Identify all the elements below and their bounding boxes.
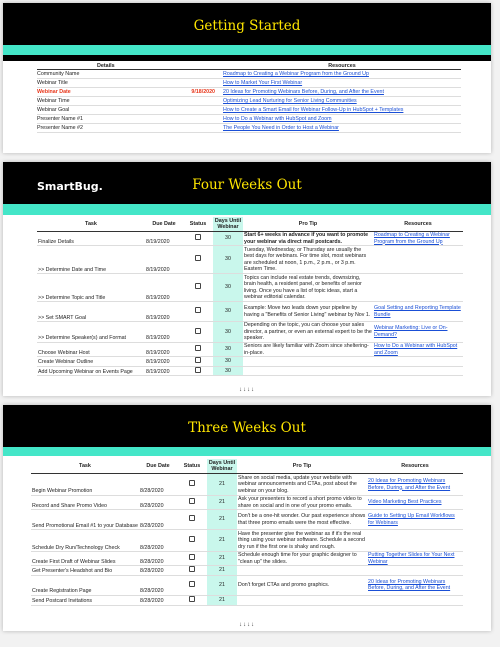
resource-link[interactable]: 20 Ideas for Promoting Webinars Before, During, and After the Event xyxy=(223,89,384,95)
four-weeks-title: Four Weeks Out xyxy=(192,177,302,193)
table-row xyxy=(31,496,463,510)
status-cell xyxy=(177,474,207,496)
due-date-cell: 8/19/2020 xyxy=(146,238,170,245)
resource-link[interactable]: How to Do a Webinar with HubSpot and Zoom xyxy=(223,116,332,122)
table-row xyxy=(37,366,463,376)
task-cell: Add Upcoming Webinar on Events Page xyxy=(38,368,133,375)
task-cell: Send Postcard Invitations xyxy=(32,597,93,604)
pro-tip-cell xyxy=(237,566,367,576)
task-cell: Begin Webinar Promotion xyxy=(32,488,93,495)
column-header: Pro Tip xyxy=(298,221,318,227)
due-date-cell: 8/19/2020 xyxy=(146,335,170,342)
pro-tip-cell: Have the presenter give the webinar as if it's the real thing using your webinar software. Schedule a second dry run if the first one is shaky and rough. xyxy=(238,530,365,550)
status-checkbox[interactable] xyxy=(195,367,201,373)
detail-label: Presenter Name #1 xyxy=(37,116,83,122)
column-header: Task xyxy=(85,221,97,227)
table-row xyxy=(37,246,463,274)
table-row xyxy=(37,274,463,302)
status-cell xyxy=(177,595,207,605)
resource-link xyxy=(367,566,463,576)
days-until-cell: 21 xyxy=(207,510,237,530)
resource-link[interactable]: 20 Ideas for Promoting Webinars Before, During, and After the Event xyxy=(368,578,451,592)
details-row xyxy=(37,79,461,88)
column-header: Status xyxy=(189,221,207,227)
status-cell xyxy=(177,552,207,566)
task-cell: >> Determine Topic and Title xyxy=(38,294,106,301)
due-date-cell: 8/19/2020 xyxy=(146,294,170,301)
four-weeks-header xyxy=(3,162,491,204)
resource-link[interactable]: Roadmap to Creating a Webinar Program from the Ground Up xyxy=(223,71,369,77)
days-until-cell: 21 xyxy=(207,566,237,576)
continue-arrows: ↓↓↓↓ xyxy=(239,622,255,628)
task-cell: Create Registration Page xyxy=(32,588,92,595)
days-until-cell: 30 xyxy=(213,342,243,356)
task-cell: Create First Draft of Webinar Slides xyxy=(32,558,116,565)
task-cell: >> Determine Date and Time xyxy=(38,266,107,273)
resource-link[interactable]: Webinar Marketing: Live or On-Demand? xyxy=(374,325,448,339)
status-checkbox[interactable] xyxy=(189,596,195,602)
status-cell xyxy=(183,274,213,302)
detail-label: Community Name xyxy=(37,71,80,77)
detail-label: Webinar Goal xyxy=(37,107,70,113)
resource-link[interactable]: Guide to Setting Up Email Workflows for Webinars xyxy=(368,513,455,526)
status-cell xyxy=(177,496,207,510)
pro-tip-cell: Share on social media, update your website with webinar announcements and CTAs, post about the webinar on your blog. xyxy=(238,474,357,494)
resource-link[interactable]: Roadmap to Creating a Webinar Program from the Ground Up xyxy=(374,232,450,245)
pro-tip-cell: Example: Move two leads down your pipeline by having a "Benefits of Senior Living" webinar by Nov 1. xyxy=(244,305,371,318)
task-cell: Finalize Details xyxy=(38,238,74,245)
detail-label: Webinar Title xyxy=(37,80,68,86)
task-cell: >> Determine Speaker(s) and Format xyxy=(38,335,127,342)
due-date-cell: 8/28/2020 xyxy=(140,568,164,575)
status-checkbox[interactable] xyxy=(195,255,201,261)
table-row xyxy=(31,595,463,605)
column-header: Task xyxy=(79,463,91,469)
task-cell: Choose Webinar Host xyxy=(38,349,90,356)
status-checkbox[interactable] xyxy=(189,480,195,486)
days-until-cell: 21 xyxy=(207,496,237,510)
resource-link xyxy=(373,366,463,376)
column-header: Status xyxy=(183,463,201,469)
due-date-cell: 8/19/2020 xyxy=(146,359,170,366)
header-underline xyxy=(3,55,491,61)
table-header-row xyxy=(37,217,463,232)
status-cell xyxy=(177,575,207,595)
status-checkbox[interactable] xyxy=(189,554,195,560)
pro-tip-cell: Start 6+ weeks in advance if you want to promote your webinar via direct mail postcards. xyxy=(244,232,369,245)
days-until-cell: 21 xyxy=(207,575,237,595)
status-checkbox[interactable] xyxy=(195,328,201,334)
due-date-cell: 8/19/2020 xyxy=(146,349,170,356)
days-until-cell: 30 xyxy=(213,357,243,367)
table-row xyxy=(37,322,463,343)
three-weeks-table xyxy=(31,459,463,606)
column-header: Resources xyxy=(404,221,432,227)
resource-link[interactable]: The People You Need in Order to Host a Webinar xyxy=(223,125,339,131)
status-cell xyxy=(183,322,213,343)
status-checkbox[interactable] xyxy=(189,566,195,572)
detail-label: Webinar Date xyxy=(37,89,71,95)
resource-link[interactable]: Goal Setting and Reporting Template Bundle xyxy=(374,305,461,318)
resource-link xyxy=(373,246,463,274)
due-date-cell: 8/19/2020 xyxy=(146,368,170,375)
detail-value[interactable] xyxy=(157,70,223,79)
days-until-cell: 21 xyxy=(207,474,237,496)
getting-started-card xyxy=(3,3,491,153)
days-until-cell: 30 xyxy=(213,322,243,343)
resource-link[interactable]: 20 Ideas for Promoting Webinars Before, During, and After the Event xyxy=(368,477,451,491)
resource-link xyxy=(367,595,463,605)
status-cell xyxy=(177,566,207,576)
three-weeks-header xyxy=(3,405,491,447)
four-weeks-table xyxy=(37,217,463,376)
task-cell: Schedule Dry Run/Technology Check xyxy=(32,544,120,551)
task-cell: >> Set SMART Goal xyxy=(38,314,87,321)
pro-tip-cell: Don't be a one-hit wonder. Our past experience shows that three promo emails were the most effective. xyxy=(238,513,366,526)
three-weeks-card xyxy=(3,405,491,631)
status-cell xyxy=(177,510,207,530)
four-weeks-card xyxy=(3,162,491,396)
resources-header: Resources xyxy=(328,63,356,69)
resource-link[interactable]: How to Do a Webinar with HubSpot and Zoom xyxy=(374,342,458,356)
detail-label: Webinar Time xyxy=(37,98,70,104)
pro-tip-cell: Ask your presenters to record a short promo video to share on social and in one of your promo emails. xyxy=(238,496,362,509)
pro-tip-cell: Depending on the topic, you can choose your sales director, a partner, or even an external expert to be the speaker. xyxy=(244,322,372,342)
column-header: Resources xyxy=(401,463,429,469)
table-row xyxy=(31,566,463,576)
status-cell xyxy=(177,530,207,552)
resource-link xyxy=(373,357,463,367)
pro-tip-cell: Don't forget CTAs and promo graphics. xyxy=(238,582,330,589)
status-cell xyxy=(183,232,213,246)
status-cell xyxy=(183,342,213,356)
status-checkbox[interactable] xyxy=(195,307,201,313)
table-row xyxy=(37,357,463,367)
pro-tip-cell xyxy=(237,595,367,605)
due-date-cell: 8/28/2020 xyxy=(140,558,164,565)
due-date-cell: 8/19/2020 xyxy=(146,266,170,273)
resource-link[interactable]: How to Create a Smart Email for Webinar Follow-Up in HubSpot + Templates xyxy=(223,107,404,113)
accent-bar xyxy=(3,204,491,215)
due-date-cell: 8/19/2020 xyxy=(146,314,170,321)
task-cell: Create Webinar Outline xyxy=(38,359,94,366)
three-weeks-title: Three Weeks Out xyxy=(188,420,306,436)
accent-bar xyxy=(3,45,491,55)
pro-tip-cell xyxy=(243,366,373,376)
due-date-cell: 8/28/2020 xyxy=(140,588,164,595)
status-checkbox[interactable] xyxy=(189,536,195,542)
days-until-cell: 30 xyxy=(213,366,243,376)
column-header: Due Date xyxy=(146,463,170,469)
table-row xyxy=(37,302,463,322)
days-until-cell: 21 xyxy=(207,552,237,566)
task-cell: Get Presenter's Headshot and Bio xyxy=(32,568,113,575)
days-until-cell: 21 xyxy=(207,530,237,552)
column-header: Pro Tip xyxy=(292,463,312,469)
details-row xyxy=(37,97,461,106)
due-date-cell: 8/28/2020 xyxy=(140,597,164,604)
table-row xyxy=(31,575,463,595)
status-checkbox[interactable] xyxy=(189,498,195,504)
status-checkbox[interactable] xyxy=(189,515,195,521)
days-until-cell: 21 xyxy=(207,595,237,605)
days-until-cell: 30 xyxy=(213,246,243,274)
accent-bar xyxy=(3,447,491,456)
resource-link xyxy=(373,274,463,302)
pro-tip-cell: Tuesday, Wednesday, or Thursday are usually the best days for webinars. For time slot, most webinars are scheduled at noon, 1 p.m., 2 p.m., or 3 p.m. Eastern Time. xyxy=(244,246,367,273)
resource-link[interactable]: Video Marketing Best Practices xyxy=(368,499,442,506)
details-table xyxy=(37,63,461,133)
resource-link[interactable]: Putting Together Slides for Your Next Webinar xyxy=(368,552,455,565)
status-checkbox[interactable] xyxy=(189,581,195,587)
table-row xyxy=(31,510,463,530)
table-row xyxy=(31,530,463,552)
details-header: Details xyxy=(97,63,115,69)
detail-label: Presenter Name #2 xyxy=(37,125,83,131)
due-date-cell: 8/28/2020 xyxy=(140,544,164,551)
table-row xyxy=(31,474,463,496)
continue-arrows: ↓↓↓↓ xyxy=(239,387,255,393)
details-row xyxy=(37,106,461,115)
status-checkbox[interactable] xyxy=(195,357,201,363)
getting-started-title: Getting Started xyxy=(193,18,301,34)
status-checkbox[interactable] xyxy=(195,234,201,240)
details-row xyxy=(37,115,461,124)
detail-value[interactable]: 9/18/2020 xyxy=(191,89,215,95)
pro-tip-cell: Topics can include real estate trends, downsizing, brain health, a resident panel, or benefits of senior living. Once you have a list of topic ideas, start a webinar editorial calendar. xyxy=(244,274,362,301)
task-cell: Send Promotional Email #1 to your Database xyxy=(32,522,138,529)
status-checkbox[interactable] xyxy=(195,345,201,351)
status-cell xyxy=(183,302,213,322)
resource-link[interactable]: How to Market Your First Webinar xyxy=(223,80,303,86)
resource-link[interactable]: Optimizing Lead Nurturing for Senior Living Communities xyxy=(223,98,357,104)
smartbug-logo: SmartBug. xyxy=(37,180,103,193)
status-cell xyxy=(183,357,213,367)
details-row xyxy=(37,70,461,79)
table-row xyxy=(37,232,463,246)
due-date-cell: 8/28/2020 xyxy=(140,522,164,529)
table-row xyxy=(37,342,463,356)
detail-value[interactable] xyxy=(157,106,223,115)
table-row xyxy=(31,552,463,566)
details-row xyxy=(37,88,461,97)
status-cell xyxy=(183,246,213,274)
detail-value[interactable] xyxy=(157,97,223,106)
status-cell xyxy=(183,366,213,376)
table-header-row xyxy=(31,459,463,474)
column-header: Days Until Webinar xyxy=(214,218,242,230)
detail-value[interactable] xyxy=(157,124,223,133)
pro-tip-cell xyxy=(243,357,373,367)
detail-value[interactable] xyxy=(157,79,223,88)
days-until-cell: 30 xyxy=(213,232,243,246)
column-header: Due Date xyxy=(152,221,176,227)
days-until-cell: 30 xyxy=(213,302,243,322)
due-date-cell: 8/28/2020 xyxy=(140,488,164,495)
column-header: Days Until Webinar xyxy=(208,460,236,472)
task-cell: Record and Share Promo Video xyxy=(32,502,107,509)
due-date-cell: 8/28/2020 xyxy=(140,502,164,509)
getting-started-header xyxy=(3,3,491,45)
days-until-cell: 30 xyxy=(213,274,243,302)
details-row xyxy=(37,124,461,133)
status-checkbox[interactable] xyxy=(195,283,201,289)
detail-value[interactable] xyxy=(157,115,223,124)
pro-tip-cell: Schedule enough time for your graphic designer to "clean up" the slides. xyxy=(238,552,357,565)
resource-link xyxy=(367,530,463,552)
pro-tip-cell: Seniors are likely familiar with Zoom since sheltering-in-place. xyxy=(244,342,369,356)
